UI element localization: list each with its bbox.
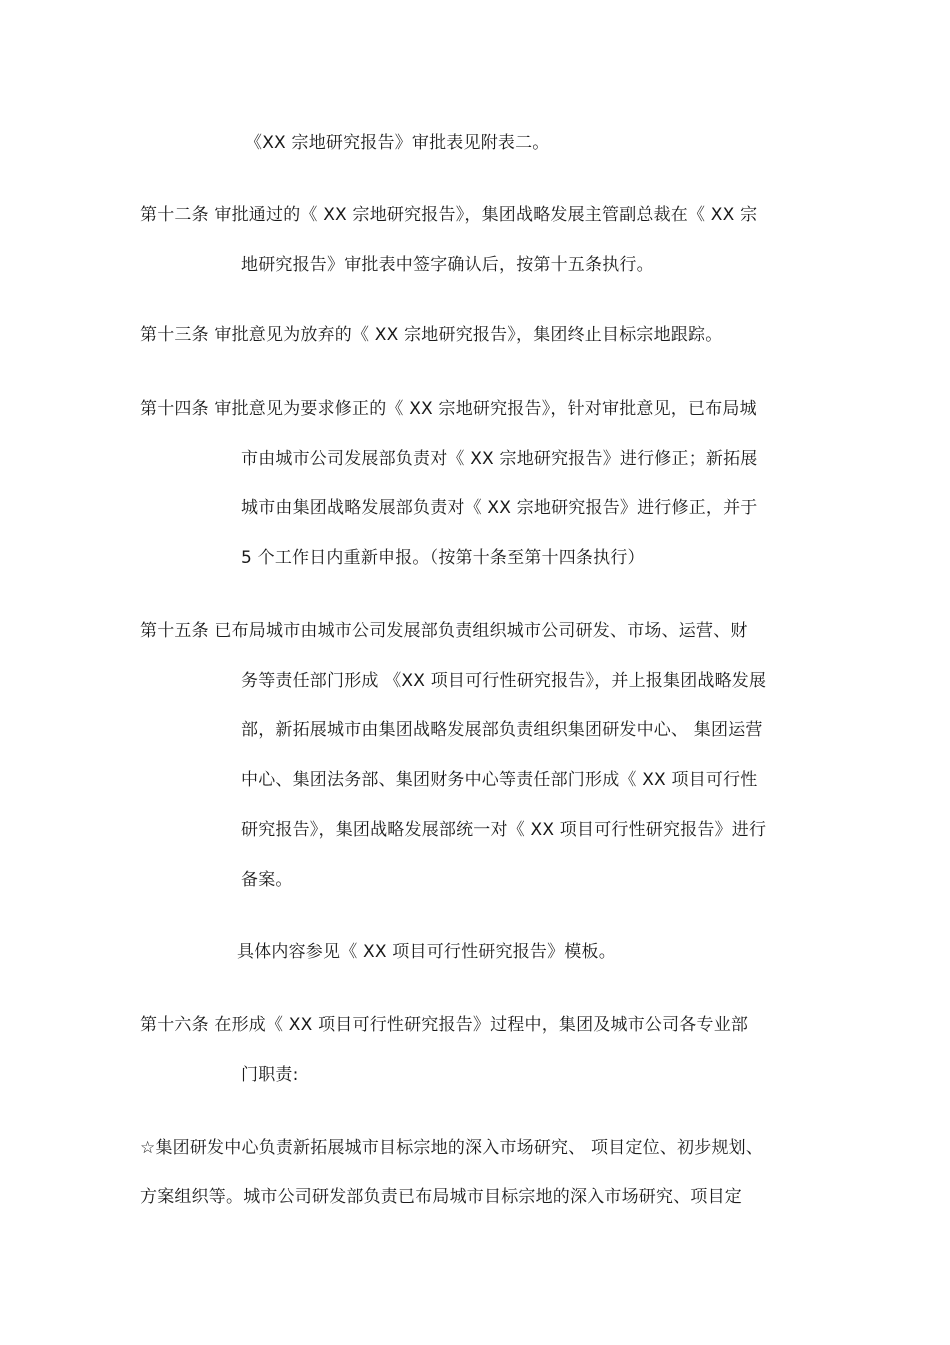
article-15-line-6: 备案。 (241, 870, 293, 890)
article-12-line-1: 第十二条 审批通过的《 XX 宗地研究报告》，集团战略发展主管副总裁在《 XX 宗 (140, 205, 758, 225)
article-14-line-2: 市由城市公司发展部负责对《 XX 宗地研究报告》进行修正；新拓展 (241, 449, 758, 469)
article-15-line-3: 部，新拓展城市由集团战略发展部负责组织集团研发中心、 集团运营 (241, 720, 763, 740)
article-15-line-4: 中心、集团法务部、集团财务中心等责任部门形成《 XX 项目可行性 (241, 770, 758, 790)
article-14-line-3: 城市由集团战略发展部负责对《 XX 宗地研究报告》进行修正，并于 (241, 498, 758, 518)
article-15-line-2: 务等责任部门形成 《XX 项目可行性研究报告》，并上报集团战略发展 (241, 671, 767, 691)
article-14-line-4: 5 个工作日内重新申报。（按第十条至第十四条执行） (241, 548, 645, 568)
article-16-line-1: 第十六条 在形成《 XX 项目可行性研究报告》过程中，集团及城市公司各专业部 (140, 1015, 749, 1035)
article-16-line-2: 门职责: (241, 1065, 299, 1085)
bullet-line-1: ☆集团研发中心负责新拓展城市目标宗地的深入市场研究、 项目定位、初步规划、 (140, 1138, 764, 1158)
article-12-line-2: 地研究报告》审批表中签字确认后，按第十五条执行。 (241, 255, 654, 275)
article-15-line-5: 研究报告》，集团战略发展部统一对《 XX 项目可行性研究报告》进行 (241, 820, 767, 840)
article-14-line-1: 第十四条 审批意见为要求修正的《 XX 宗地研究报告》，针对审批意见，已布局城 (140, 399, 757, 419)
article-13-line-1: 第十三条 审批意见为放弃的《 XX 宗地研究报告》，集团终止目标宗地跟踪。 (140, 325, 723, 345)
text-line-approval-form-ref: 《XX 宗地研究报告》审批表见附表二。 (245, 133, 550, 153)
article-15-line-1: 第十五条 已布局城市由城市公司发展部负责组织城市公司研发、市场、运营、财 (140, 621, 748, 641)
template-reference-line: 具体内容参见《 XX 项目可行性研究报告》模板。 (237, 942, 616, 962)
bullet-line-2: 方案组织等。城市公司研发部负责已布局城市目标宗地的深入市场研究、项目定 (140, 1187, 742, 1207)
